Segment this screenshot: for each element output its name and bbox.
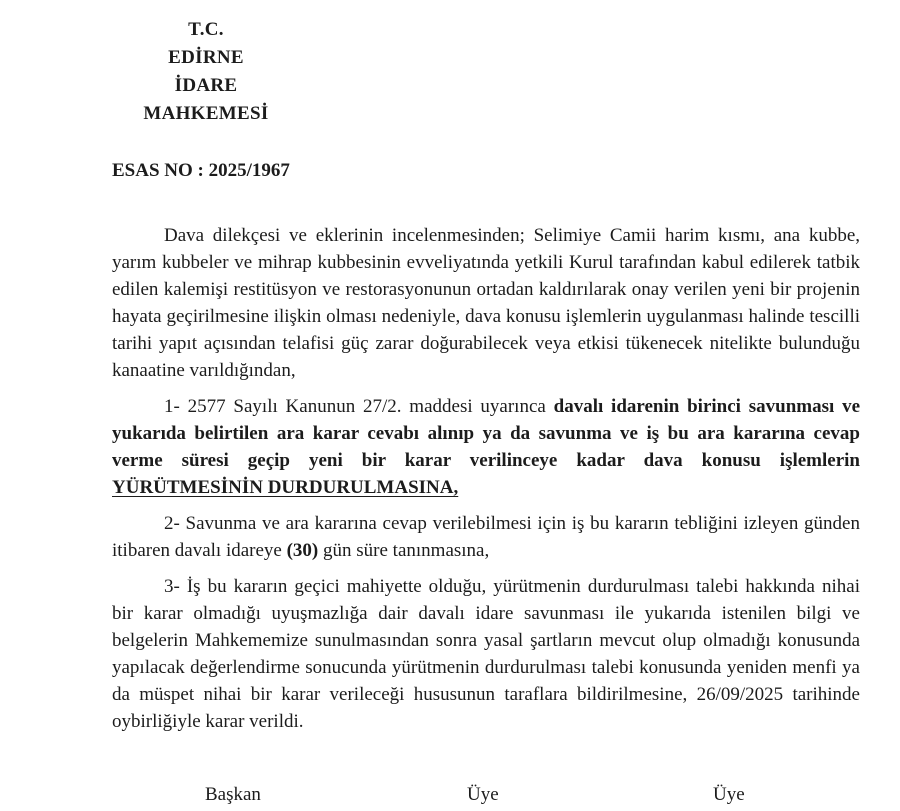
item2-days-value: (30) (286, 540, 319, 561)
court-city: EDİRNE (168, 47, 244, 68)
item2-text-part2: gün süre tanınmasına, (318, 540, 490, 561)
signature-row (112, 784, 860, 811)
signature-title-uye-1: Üye (467, 784, 499, 805)
court-name: İDARE MAHKEMESİ (143, 75, 269, 124)
decision-item-3 (112, 573, 860, 735)
case-number-value: 2025/1967 (208, 160, 290, 181)
document-header (112, 16, 300, 128)
signature-title-uye-2: Üye (713, 784, 745, 805)
intro-paragraph (112, 222, 860, 384)
republic-abbreviation: T.C. (188, 19, 224, 40)
item2-text-part1: 2- Savunma ve ara kararına cevap verilebilmesi için iş bu kararın tebliğini izleyen günden itibaren davalı idareye (112, 513, 860, 561)
document-body (112, 222, 860, 735)
item1-normal-text: 1- 2577 Sayılı Kanunun 27/2. maddesi uyarınca (164, 396, 554, 417)
item1-underlined-ruling: YÜRÜTMESİNİN DURDURULMASINA, (112, 477, 459, 498)
intro-text: Dava dilekçesi ve eklerinin incelenmesinden; Selimiye Camii harim kısmı, ana kubbe, yarım kubbeler ve mihrap kubbesinin evveliyatında yetkili Kurul tarafından kabul edilerek tatbik edilen kalemişi restitüsyon ve restorasyonunun ortadan kaldırılarak onay verilen yeni bir projenin hayata geçirilmesine ilişkin olması nedeniyle, dava konusu işlemlerin uygulanması halinde tescilli tarihi yapıt açısından telafisi güç zarar doğurabilecek veya etkisi tükenecek nitelikte bulunduğu kanaatine varıldığından, (112, 225, 860, 381)
decision-item-2 (112, 510, 860, 564)
item3-text: 3- İş bu kararın geçici mahiyette olduğu, yürütmenin durdurulması talebi hakkında nihai bir karar olmadığı uyuşmazlığa dair davalı idare savunması ile yukarıda istenilen bilgi ve belgelerin Mahkememize sunulmasından sonra yasal şartların mevcut olup olmadığı konusunda yapılacak değerlendirme sonucunda yürütmenin durdurulması talebi konusunda yeniden menfi ya da müspet nihai bir karar verileceği hususunun taraflara bildirilmesine, 26/09/2025 tarihinde oybirliğiyle karar verildi. (112, 576, 860, 732)
case-number-line (112, 159, 860, 183)
item1-bold-text: davalı idarenin birinci savunması ve yukarıda belirtilen ara karar cevabı alınıp ya da savunma ve iş bu ara kararına cevap verme süresi geçip yeni bir karar verilinceye kadar dava konusu işlemlerin (112, 396, 860, 471)
document-content (112, 16, 860, 811)
decision-item-1 (112, 393, 860, 501)
signature-title-baskan: Başkan (205, 784, 261, 805)
case-number-label: ESAS NO : (112, 160, 204, 181)
